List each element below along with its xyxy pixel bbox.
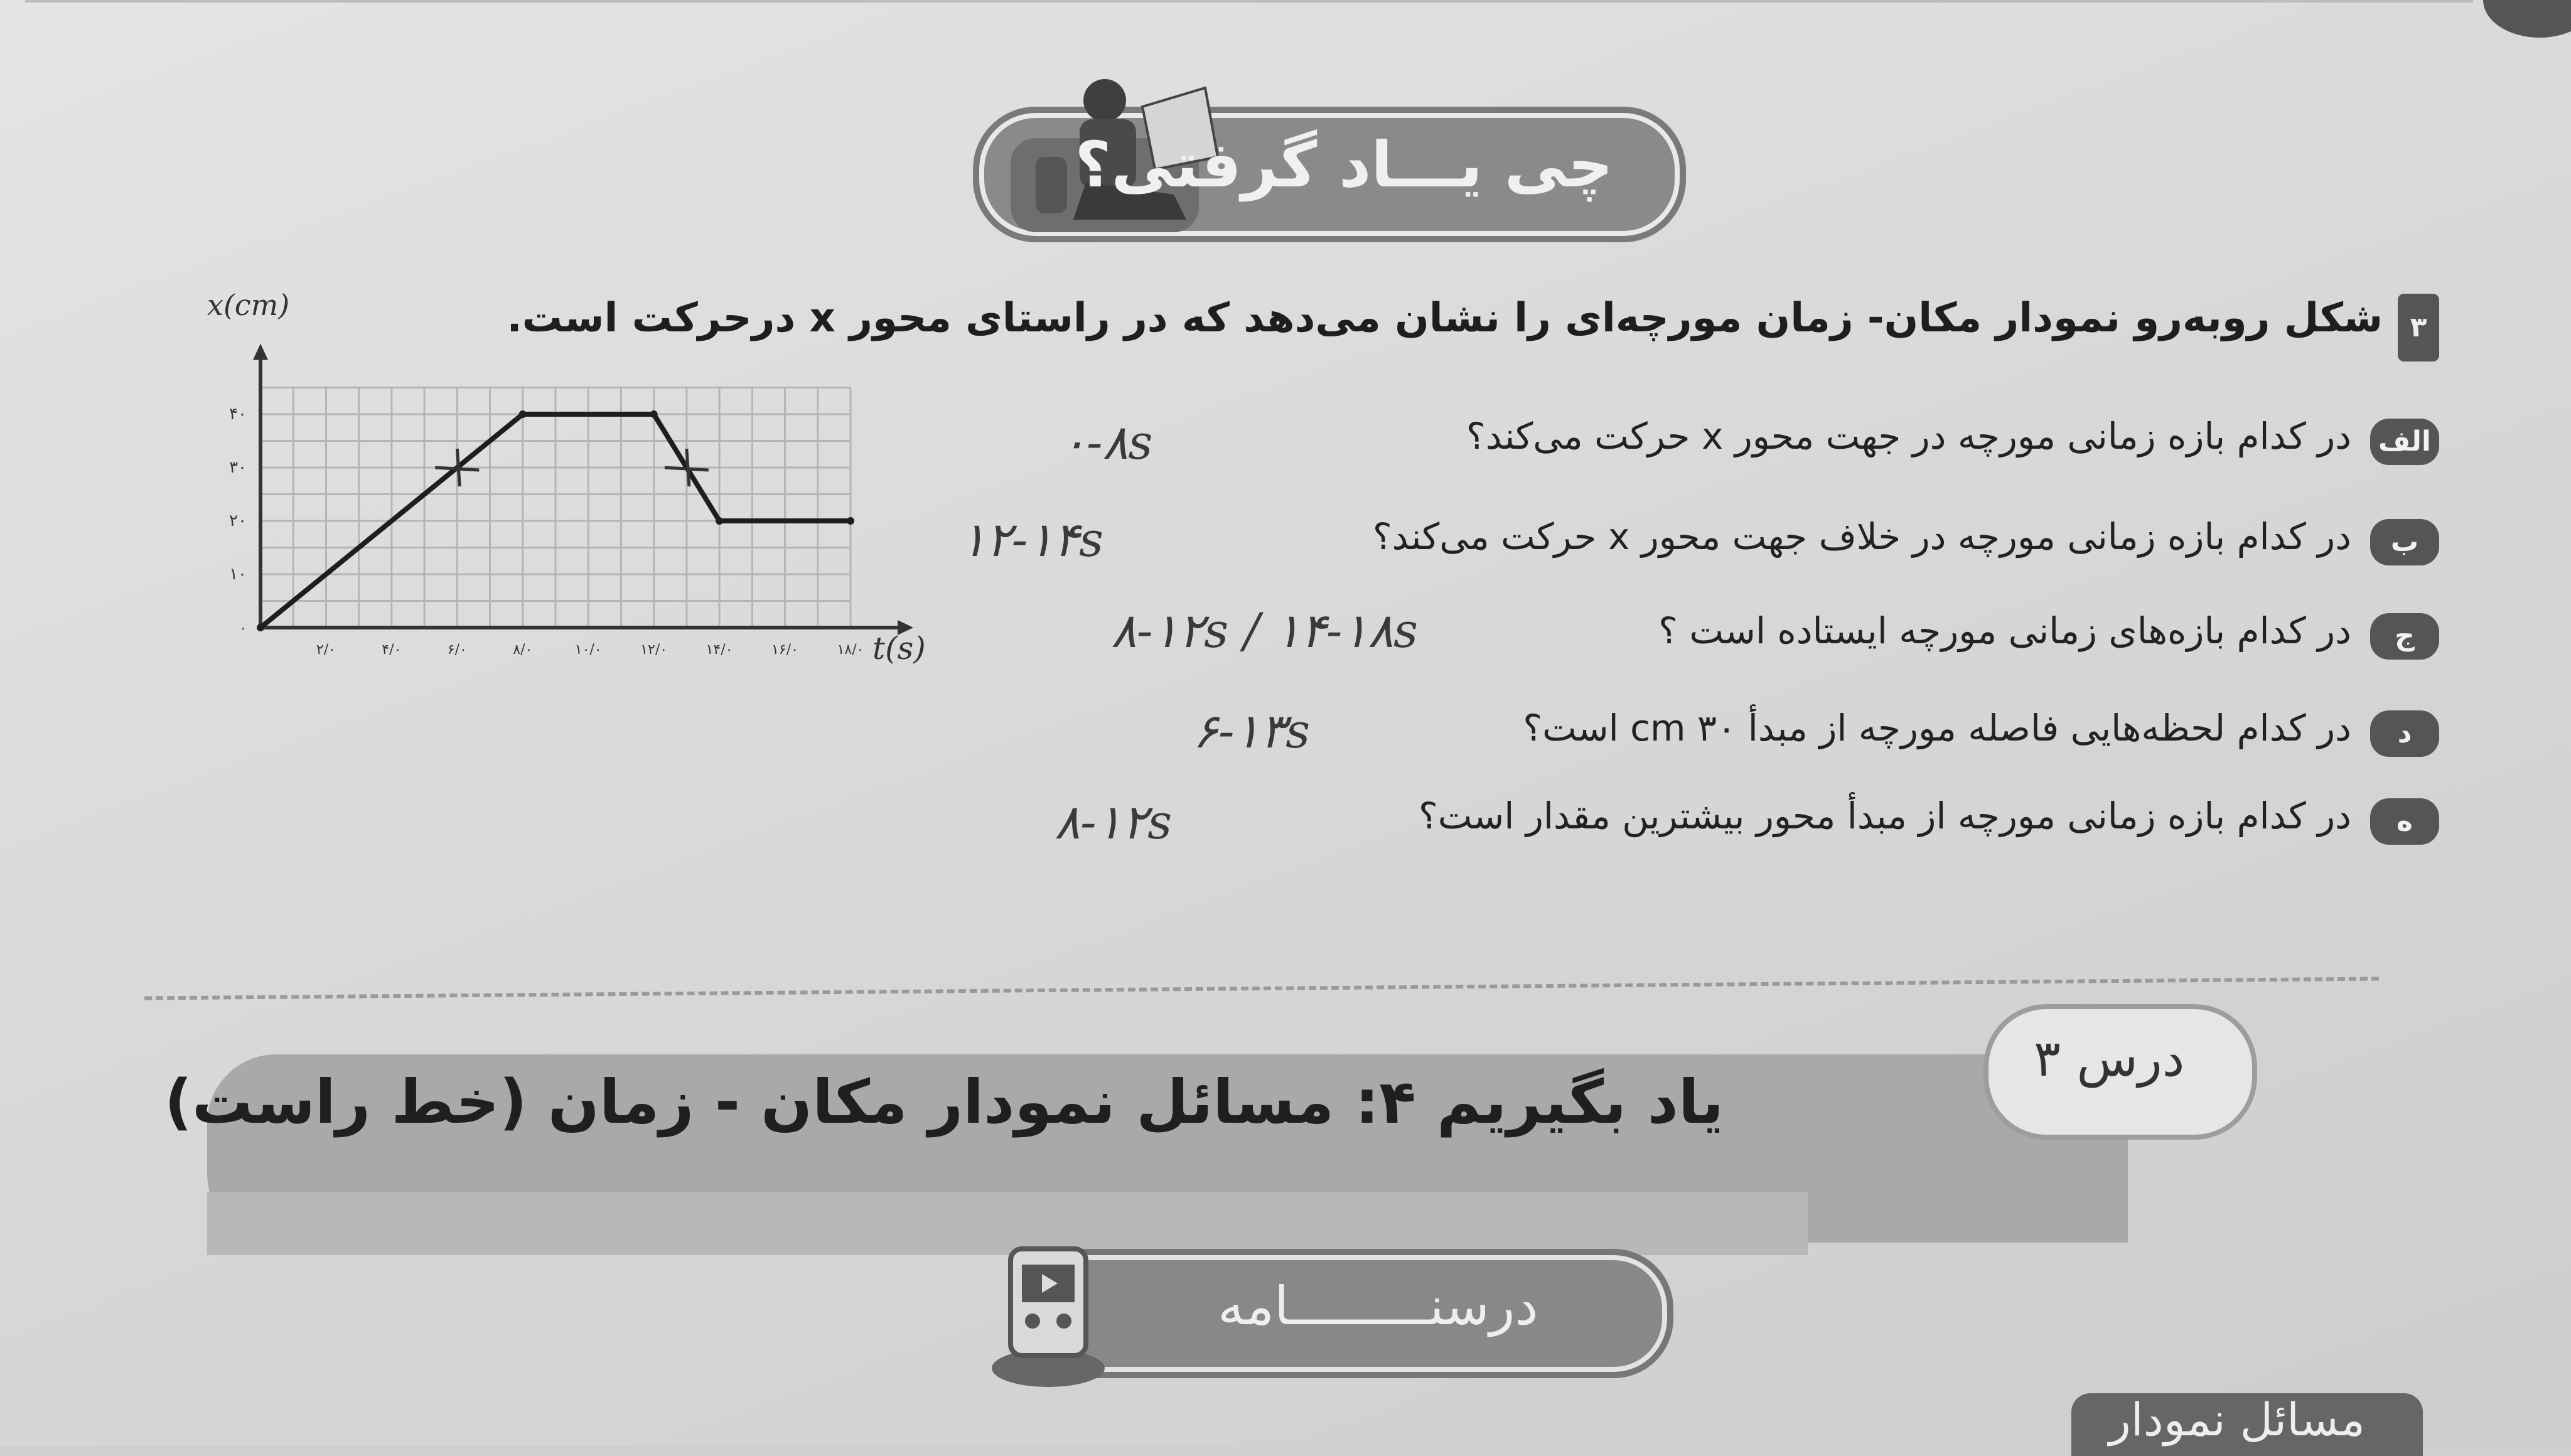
x-tick-label: ۸/۰ (513, 642, 533, 658)
review-section-header (942, 100, 1670, 238)
question-text: شکل روبه‌رو نمودار مکان- زمان مورچه‌ای را نشان می‌دهد که در راستای محور x درحرکت است. (507, 295, 2383, 341)
sub-badge-e: ه (2370, 798, 2439, 845)
sub-badge-d: د (2370, 710, 2439, 757)
data-point (716, 517, 723, 525)
learn-title: یاد بگیریم ۴: مسائل نمودار مکان - زمان (خط راست) (164, 1067, 1724, 1137)
next-section-label: مسائل نمودار (2109, 1393, 2365, 1446)
question-number-badge: ۳ (2398, 294, 2439, 361)
handwritten-answer-b: ۱۲-۱۴s (960, 511, 1103, 567)
data-point (650, 410, 658, 418)
y-tick-label: ۲۰ (229, 511, 247, 530)
lesson-label: درس ۳ (2034, 1029, 2185, 1088)
origin-label: ۰ (239, 621, 247, 636)
handwritten-answer-c: ۸-۱۲s / ۱۴-۱۸s (1111, 602, 1419, 658)
y-tick-label: ۴۰ (229, 405, 247, 424)
sub-text-e: در کدام بازه زمانی مورچه از مبدأ محور بیشترین مقدار است؟ (1418, 795, 2351, 837)
handwritten-answer-a: ۰-۸s (1061, 414, 1153, 470)
x-tick-label: ۱۰/۰ (574, 642, 602, 658)
sub-badge-c: ج (2370, 613, 2439, 660)
x-tick-label: ۱۶/۰ (771, 642, 798, 658)
x-tick-label: ۱۸/۰ (837, 642, 864, 658)
x-tick-label: ۱۴/۰ (706, 642, 733, 658)
y-axis-arrow (253, 344, 268, 360)
sub-question-c (807, 606, 2439, 675)
x-tick-label: ۱۲/۰ (640, 642, 668, 658)
sub-text-c: در کدام بازه‌های زمانی مورچه ایستاده است ؟ (1658, 609, 2351, 652)
handwritten-answer-d: ۶-۱۳s (1193, 703, 1311, 759)
x-axis-label: t(s) (872, 630, 926, 666)
darsnameh-title: درسنـــــــــامه (1218, 1275, 1538, 1337)
data-point (519, 410, 527, 418)
data-point (257, 624, 264, 631)
page-corner-shadow (2483, 0, 2571, 38)
y-tick-label: ۳۰ (229, 458, 247, 477)
y-tick-label: ۱۰ (229, 565, 247, 584)
chart-grid (260, 388, 851, 628)
data-point (847, 517, 854, 525)
position-time-chart (182, 289, 973, 690)
chart-ticks (229, 405, 864, 658)
sub-question-a (807, 411, 2439, 480)
darsnameh-header (979, 1249, 1670, 1374)
x-tick-label: ۲/۰ (316, 642, 336, 658)
sub-text-d: در کدام لحظه‌هایی فاصله مورچه از مبدأ ۳۰ cm است؟ (1523, 707, 2351, 749)
y-axis-label: x(cm) (207, 289, 290, 322)
handwritten-answer-e: ۸-۱۲s (1055, 794, 1173, 850)
sub-question-d (807, 703, 2439, 772)
top-rule (25, 0, 2473, 3)
header-title: چی یـــاد گرفتی؟ (1075, 128, 1613, 201)
x-tick-label: ۴/۰ (382, 642, 402, 658)
section-divider (144, 977, 2379, 1000)
sub-question-e (807, 791, 2439, 860)
x-tick-label: ۶/۰ (447, 642, 467, 658)
video-tablet-icon (979, 1230, 1130, 1393)
sub-text-b: در کدام بازه زمانی مورچه در خلاف جهت محور x حرکت می‌کند؟ (1372, 515, 2351, 558)
sub-badge-b: ب (2370, 519, 2439, 565)
sub-badge-a: الف (2370, 419, 2439, 465)
sub-text-a: در کدام بازه زمانی مورچه در جهت محور x حرکت می‌کند؟ (1466, 415, 2351, 458)
